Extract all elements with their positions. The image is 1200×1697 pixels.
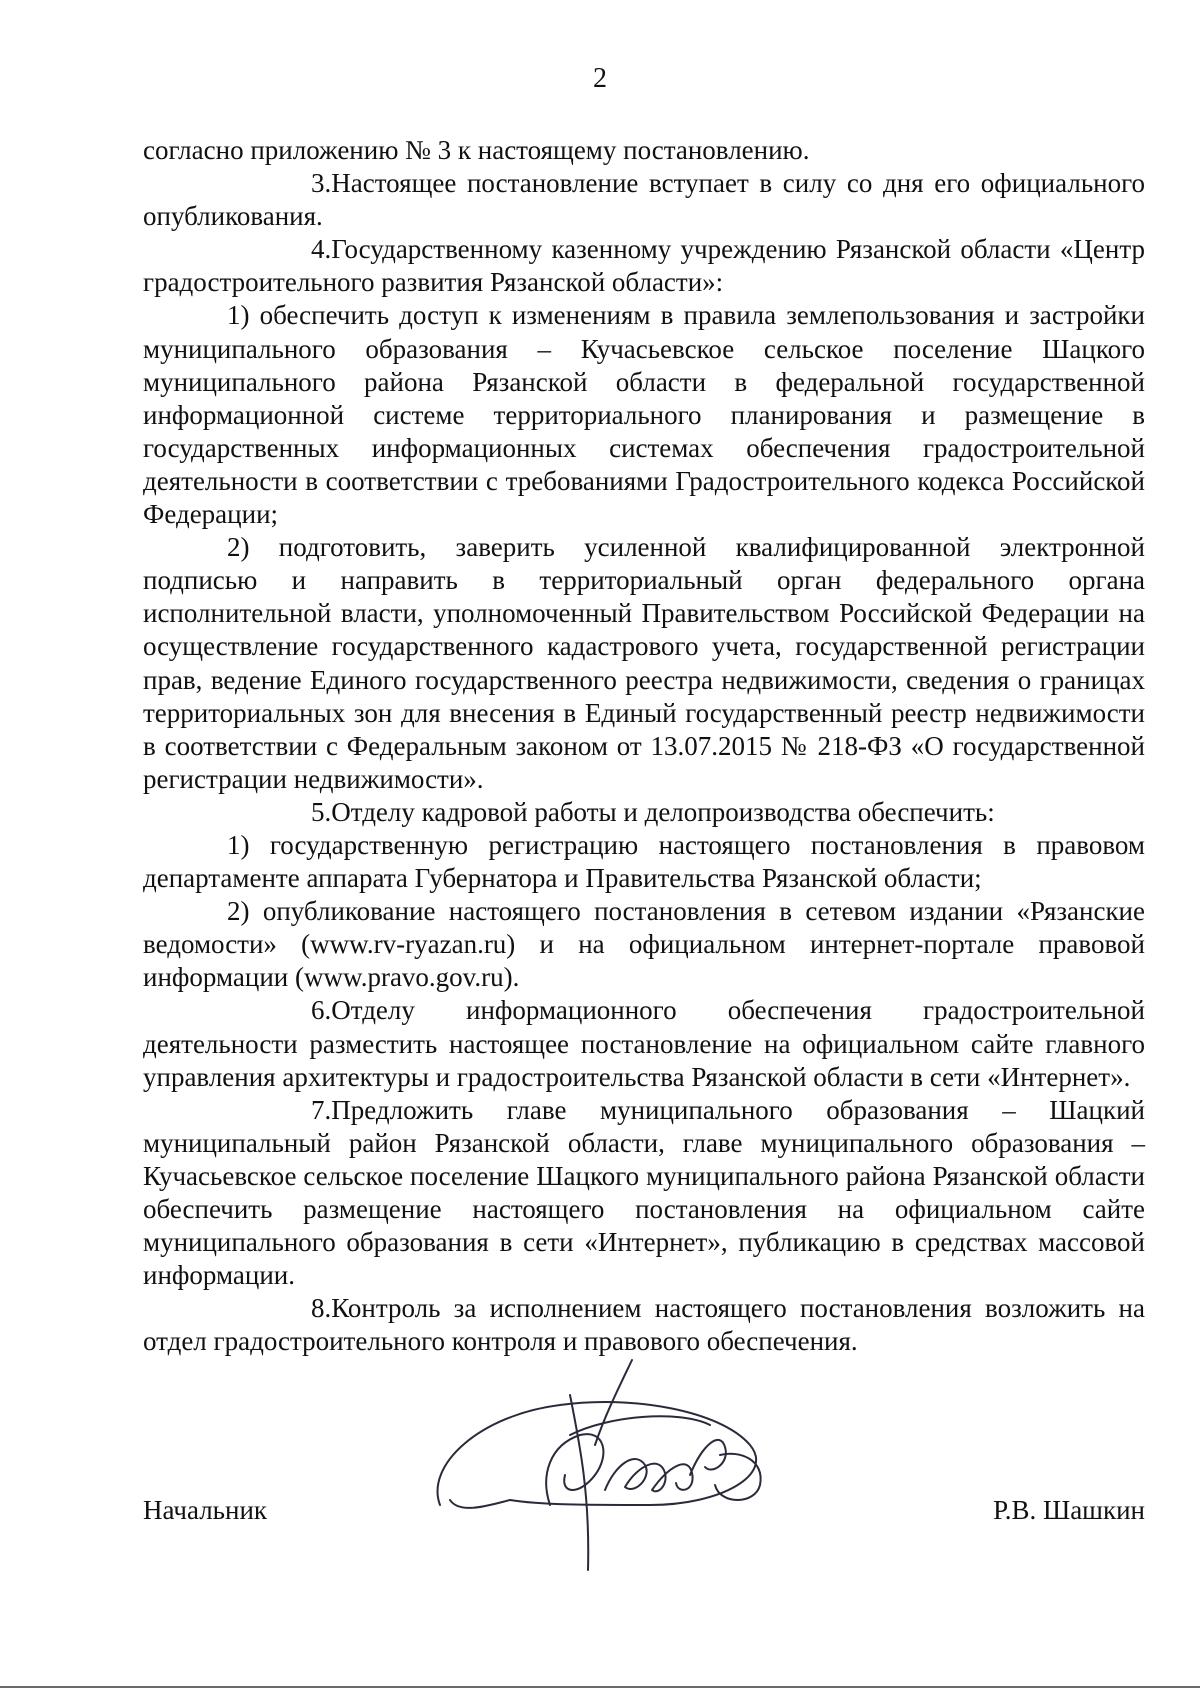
signatory-name: Р.В. Шашкин [993,1495,1145,1525]
paragraph-item-3 [143,167,1145,233]
paragraph-text: Контроль за исполнением настоящего постановления возложить на отдел градостроительного контроля и правового обеспечения. [143,1293,1145,1357]
handwritten-signature [420,1355,800,1580]
paragraph-subitem-5-2 [143,895,1145,994]
paragraph-number: 7. [311,1094,332,1125]
paragraph-text: 1) государственную регистрацию настоящего постановления в правовом департаменте аппарата Губернатора и Правительства Рязанской области; [143,829,1145,894]
paragraph-text: 2) опубликование настоящего постановления в сетевом издании «Рязанские ведомости» (www.rv-ryazan.ru) и на официальном интернет-портале правовой информации (www.pravo.gov.ru). [143,896,1145,993]
paragraph-continuation [143,134,1145,167]
paragraph-text: согласно приложению № 3 к настоящему постановлению. [143,135,810,165]
paragraph-subitem-4-2 [143,531,1145,796]
paragraph-text: Отделу информационного обеспечения градостроительной деятельности разместить настоящее постановление на официальном сайте главного управления архитектуры и градостроительства Рязанской области в сети «Интернет». [143,995,1145,1092]
paragraph-text: Настоящее постановление вступает в силу со дня его официального опубликования. [143,168,1145,232]
paragraph-item-4 [143,233,1145,299]
paragraph-number: 5. [311,796,332,827]
paragraph-number: 8. [311,1293,332,1324]
paragraph-subitem-5-1 [143,829,1145,895]
page-bottom-edge [0,1686,1200,1688]
page-number: 2 [593,63,607,94]
document-body [143,134,1145,1358]
paragraph-item-6 [143,994,1145,1093]
paragraph-item-8 [143,1292,1145,1358]
paragraph-number: 3. [311,168,332,199]
paragraph-number: 6. [311,995,332,1026]
paragraph-text: 2) подготовить, заверить усиленной квалифицированной электронной подписью и направить в территориальный орган федерального органа исполнительной власти, уполномоченный Правительством Российской Федерации на осуществление государственного кадастрового учета, государственной регистрации прав, ведение Единого государственного реестра недвижимости, сведения о границах территориальных зон для внесения в Единый государственный реестр недвижимости в соответствии с Федеральным законом от 13.07.2015 № 218-ФЗ «О государственной регистрации недвижимости». [143,532,1145,794]
signature-block [143,1494,1145,1534]
paragraph-text: Отделу кадровой работы и делопроизводства обеспечить: [331,796,995,827]
signatory-role: Начальник [143,1495,268,1525]
paragraph-text: 1) обеспечить доступ к изменениям в правила землепользования и застройки муниципального образования – Кучасьевское сельское поселение Шацкого муниципального района Рязанской области в федеральной государственной информационной системе территориального планирования и размещение в государственных информационных системах обеспечения градостроительной деятельности в соответствии с требованиями Градостроительного кодекса Российской Федерации; [143,300,1145,530]
paragraph-text: Предложить главе муниципального образования – Шацкий муниципальный район Рязанской области, главе муниципального образования – Кучасьевское сельское поселение Шацкого муниципального района Рязанской области обеспечить размещение настоящего постановления на официальном сайте муниципального образования в сети «Интернет», публикацию в средствах массовой информации. [143,1094,1145,1291]
paragraph-item-5 [143,796,1145,829]
paragraph-number: 4. [311,234,332,265]
paragraph-item-7 [143,1094,1145,1293]
paragraph-subitem-4-1 [143,299,1145,531]
paragraph-text: Государственному казенному учреждению Рязанской области «Центр градостроительного развития Рязанской области»: [143,234,1145,298]
